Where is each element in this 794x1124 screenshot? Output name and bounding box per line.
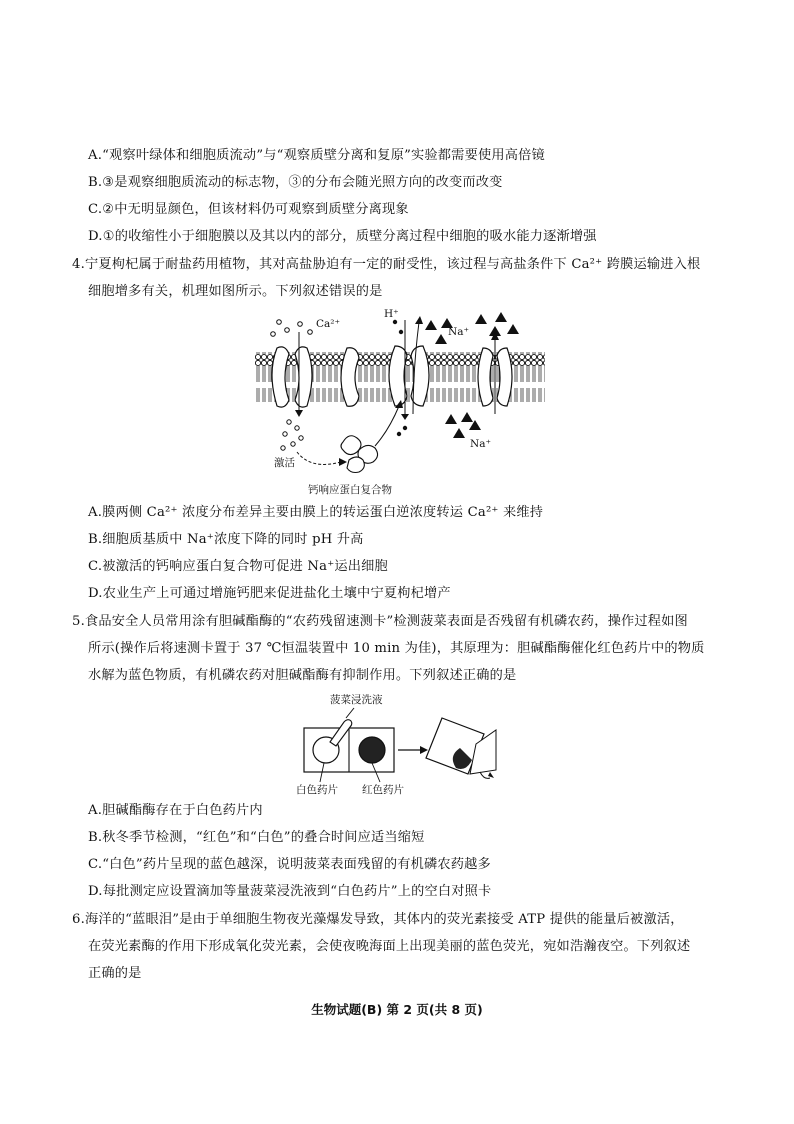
label-white-tablet: 白色药片 [296, 784, 338, 796]
q5-stem-line1: 5.食品安全人员常用涂有胆碱酯酶的“农药残留速测卡”检测菠菜表面是否残留有机磷农药，操作过程如图 [72, 614, 688, 629]
red-tablet [359, 737, 385, 763]
q4-stem-line1: 4.宁夏枸杞属于耐盐药用植物，其对高盐胁迫有一定的耐受性，该过程与高盐条件下 Ca²⁺ 跨膜运输进入根 [72, 257, 701, 272]
label-spinach-wash: 菠菜浸洗液 [330, 694, 383, 706]
q5-option-d: D.每批测定应设置滴加等量菠菜浸洗液到“白色药片”上的空白对照卡 [88, 884, 492, 899]
label-complex: 钙响应蛋白复合物 [308, 484, 392, 496]
label-h: H⁺ [384, 308, 399, 320]
q5-stem-line3: 水解为蓝色物质，有机磷农药对胆碱酯酶有抑制作用。下列叙述正确的是 [88, 668, 517, 683]
q6-stem-line3: 正确的是 [88, 966, 142, 981]
q5-stem-line2: 所示(操作后将速测卡置于 37 ℃恒温装置中 10 min 为佳)，其原理为：胆碱酯酶催化红色药片中的物质 [88, 641, 705, 656]
label-ca: Ca²⁺ [316, 318, 341, 330]
q6-stem-line1: 6.海洋的“蓝眼泪”是由于单细胞生物夜光藻爆发导致，其体内的荧光素接受 ATP 提供的能量后被激活， [72, 912, 684, 927]
q3-option-d: D.①的收缩性小于细胞膜以及其以内的部分，质壁分离过程中细胞的吸水能力逐渐增强 [88, 229, 597, 244]
q5-option-b: B.秋冬季节检测，“红色”和“白色”的叠合时间应适当缩短 [88, 830, 425, 845]
q4-option-d: D.农业生产上可通过增施钙肥来促进盐化土壤中宁夏枸杞增产 [88, 586, 451, 601]
q3-option-a: A.“观察叶绿体和细胞质流动”与“观察质壁分离和复原”实验都需要使用高倍镜 [88, 148, 545, 163]
q6-stem-line2: 在荧光素酶的作用下形成氧化荧光素，会使夜晚海面上出现美丽的蓝色荧光，宛如浩瀚夜空。下列叙述 [88, 939, 691, 954]
q4-membrane-figure [255, 310, 545, 490]
q3-option-b: B.③是观察细胞质流动的标志物，③的分布会随光照方向的改变而改变 [88, 175, 503, 190]
q3-option-c: C.②中无明显颜色，但该材料仍可观察到质壁分离现象 [88, 202, 409, 217]
complex-blob-3 [347, 457, 364, 473]
label-activate: 激活 [274, 457, 295, 469]
label-na-top: Na⁺ [448, 326, 469, 338]
q4-stem-line2: 细胞增多有关，机理如图所示。下列叙述错误的是 [88, 284, 383, 299]
q4-option-a: A.膜两侧 Ca²⁺ 浓度分布差异主要由膜上的转运蛋白逆浓度转运 Ca²⁺ 来维持 [88, 505, 544, 520]
q4-option-c: C.被激活的钙响应蛋白复合物可促进 Na⁺运出细胞 [88, 559, 388, 574]
antiporter-left [389, 346, 407, 406]
page-footer: 生物试题(B) 第 2 页(共 8 页) [311, 1002, 483, 1017]
q4-option-b: B.细胞质基质中 Na⁺浓度下降的同时 pH 升高 [88, 532, 364, 547]
q5-option-a: A.胆碱酯酶存在于白色药片内 [88, 803, 263, 818]
label-red-tablet: 红色药片 [362, 784, 404, 796]
label-na-bottom: Na⁺ [470, 438, 491, 450]
q5-option-c: C.“白色”药片呈现的蓝色越深，说明菠菜表面残留的有机磷农药越多 [88, 857, 491, 872]
